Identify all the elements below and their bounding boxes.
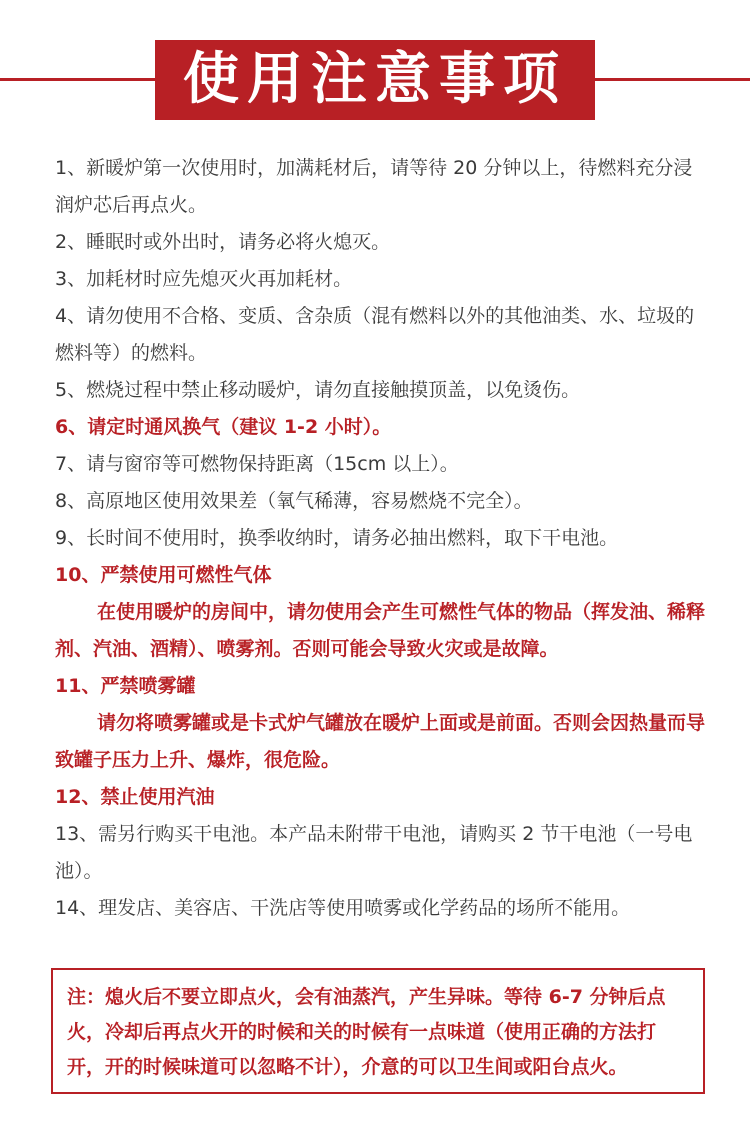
header-divider-right (585, 78, 750, 81)
notice-item-6-ventilation: 6、请定时通风换气（建议 1-2 小时）。 (55, 416, 392, 438)
notice-item-12: 12、禁止使用汽油 (55, 786, 215, 808)
notice-item-13: 13、需另行购买干电池。本产品未附带干电池，请购买 2 节干电池（一号电池）。 (55, 823, 693, 882)
header-divider-left (0, 78, 165, 81)
notice-item-7: 7、请与窗帘等可燃物保持距离（15cm 以上）。 (55, 453, 459, 475)
note-box (51, 968, 705, 1094)
notice-item-1: 1、新暖炉第一次使用时，加满耗材后，请等待 20 分钟以上，待燃料充分浸润炉芯后再点火。 (55, 157, 693, 216)
page-title: 使用注意事项 (155, 40, 595, 120)
notice-item-4: 4、请勿使用不合格、变质、含杂质（混有燃料以外的其他油类、水、垃圾的燃料等）的燃料。 (55, 305, 695, 364)
notice-list (55, 150, 705, 927)
notice-item-8: 8、高原地区使用效果差（氧气稀薄，容易燃烧不完全）。 (55, 490, 533, 512)
notice-item-11-heading: 11、严禁喷雾罐 (55, 675, 196, 697)
notice-item-3: 3、加耗材时应先熄灭火再加耗材。 (55, 268, 353, 290)
notice-item-10-body: 在使用暖炉的房间中，请勿使用会产生可燃性气体的物品（挥发油、稀释剂、汽油、酒精）、喷雾剂。否则可能会导致火灾或是故障。 (55, 601, 706, 660)
notice-item-9: 9、长时间不使用时，换季收纳时，请务必抽出燃料，取下干电池。 (55, 527, 619, 549)
notice-item-2: 2、睡眠时或外出时，请务必将火熄灭。 (55, 231, 391, 253)
note-text: 注：熄火后不要立即点火，会有油蒸汽，产生异味。等待 6-7 分钟后点火，冷却后再点火开的时候和关的时候有一点味道（使用正确的方法打开，开的时候味道可以忽略不计），介意的可以卫生间或阳台点火。 (67, 986, 666, 1078)
notice-item-11-body: 请勿将喷雾罐或是卡式炉气罐放在暖炉上面或是前面。否则会因热量而导致罐子压力上升、爆炸，很危险。 (55, 712, 706, 771)
notice-item-5: 5、燃烧过程中禁止移动暖炉，请勿直接触摸顶盖，以免烫伤。 (55, 379, 581, 401)
header-banner (0, 40, 750, 120)
notice-item-14: 14、理发店、美容店、干洗店等使用喷雾或化学药品的场所不能用。 (55, 897, 631, 919)
notice-item-10-heading: 10、严禁使用可燃性气体 (55, 564, 272, 586)
